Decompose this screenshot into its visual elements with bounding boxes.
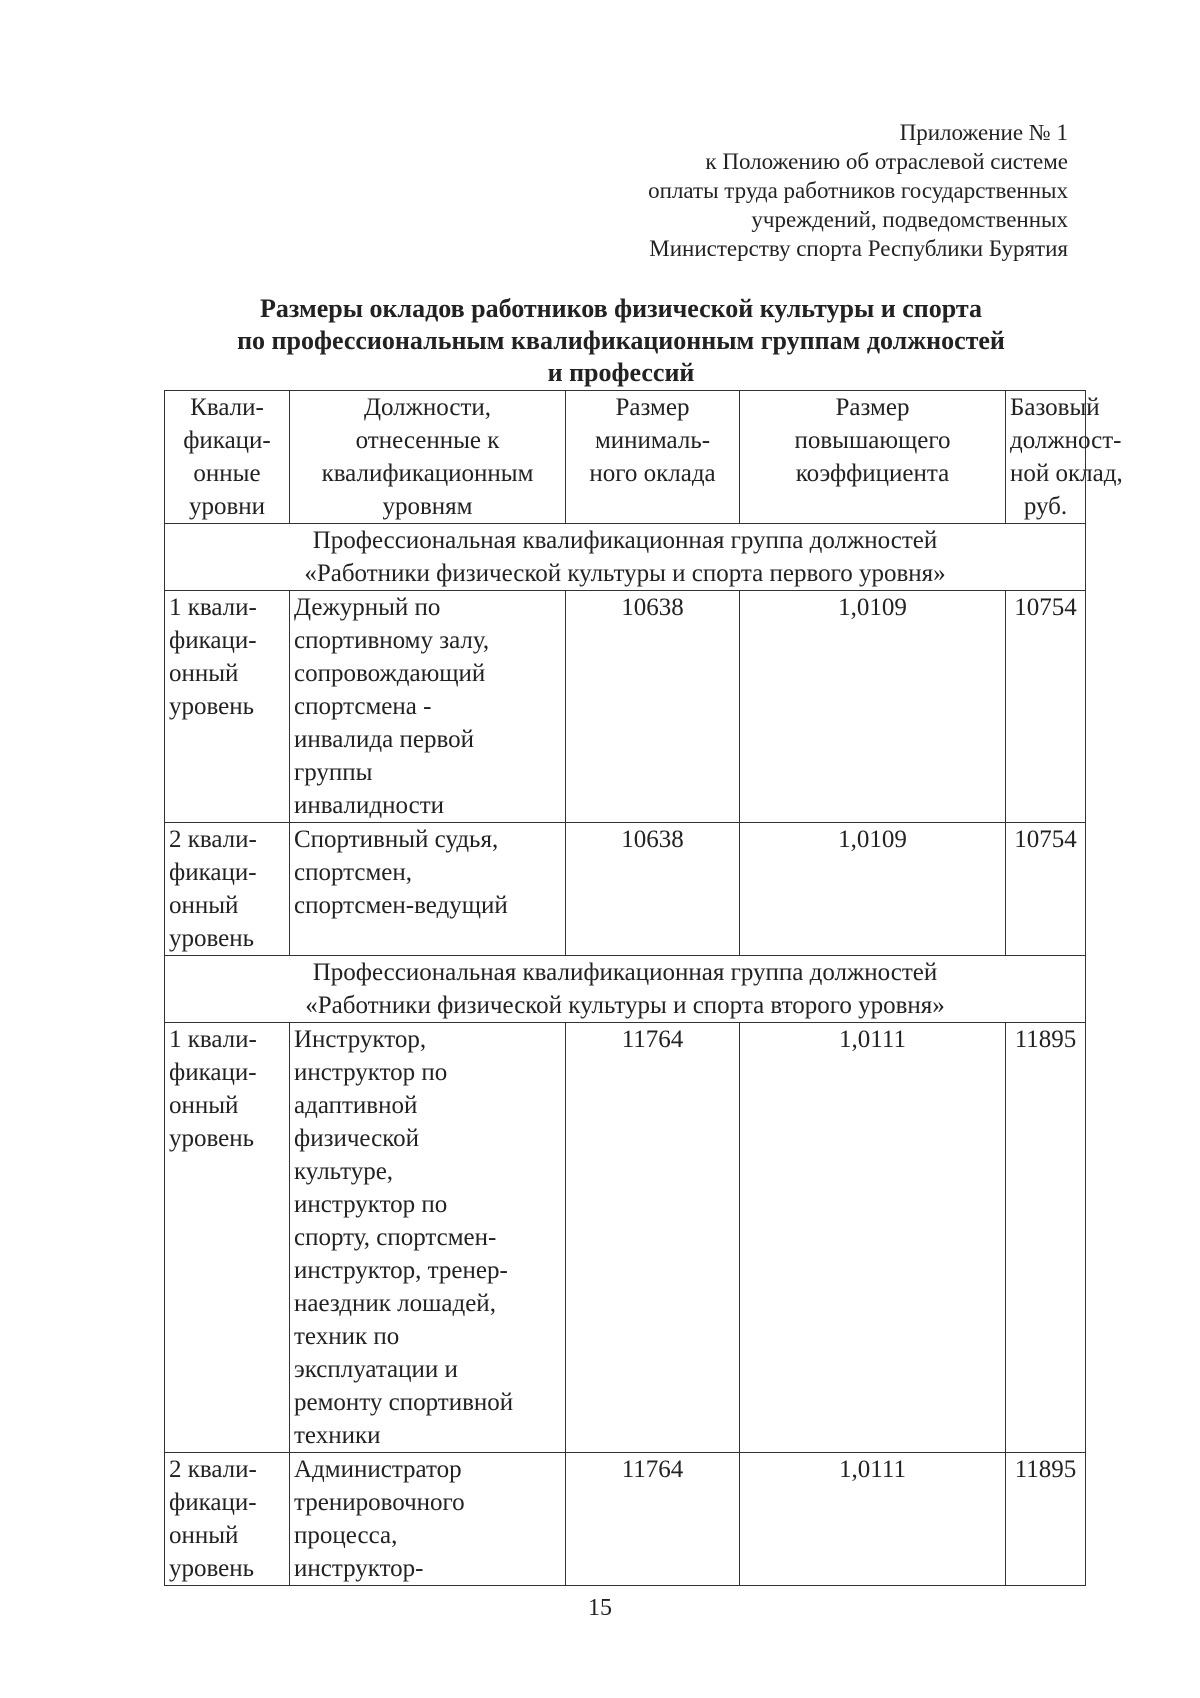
header-text: руб. <box>1023 493 1068 520</box>
level-text: 1 квали- <box>169 1026 257 1053</box>
header-text: отнесенные к <box>355 427 500 454</box>
min-salary-cell: 10638 <box>566 823 740 956</box>
level-text: фикаци- <box>169 859 257 886</box>
position-text: спорту, спортсмен- <box>294 1224 497 1251</box>
header-text: уровни <box>188 493 266 520</box>
level-cell <box>165 591 290 823</box>
level-cell <box>165 823 290 956</box>
position-text: наездник лошадей, <box>294 1290 496 1317</box>
page-number: 15 <box>588 1595 612 1621</box>
coefficient-cell: 1,0111 <box>740 1023 1006 1453</box>
position-text: адаптивной <box>294 1092 418 1119</box>
position-text: спортивному залу, <box>294 627 490 654</box>
title-line: по профессиональным квалификационным группам должностей <box>237 326 1005 355</box>
header-text: ной оклад, <box>1010 460 1123 487</box>
title-line: и профессий <box>547 358 695 387</box>
header-positions <box>290 391 566 524</box>
appendix-line: к Положению об отраслевой системе <box>705 149 1068 174</box>
min-salary-cell: 10638 <box>566 591 740 823</box>
level-text: онный <box>169 1522 239 1549</box>
position-text: инструктор по <box>294 1191 448 1218</box>
header-text: Размер <box>835 394 910 421</box>
level-text: 2 квали- <box>169 1456 257 1483</box>
header-text: квалификационным <box>321 460 534 487</box>
position-text: инструктор, тренер- <box>294 1257 508 1284</box>
header-min-salary <box>566 391 740 524</box>
level-text: онный <box>169 660 239 687</box>
document-title <box>160 293 1082 389</box>
position-text: спортсмен-ведущий <box>294 892 508 919</box>
group-title <box>165 956 1086 1023</box>
coefficient-cell: 1,0109 <box>740 591 1006 823</box>
header-text: повышающего <box>794 427 951 454</box>
level-text: 2 квали- <box>169 826 257 853</box>
positions-cell <box>290 1023 566 1453</box>
header-coefficient <box>740 391 1006 524</box>
level-text: уровень <box>169 1125 255 1152</box>
header-text: Размер <box>615 394 690 421</box>
base-salary-cell: 10754 <box>1006 823 1086 956</box>
header-base-salary <box>1006 391 1123 524</box>
level-text: уровень <box>169 693 255 720</box>
position-text: инвалида первой <box>294 726 474 753</box>
level-text: уровень <box>169 1555 255 1582</box>
level-text: онный <box>169 892 239 919</box>
appendix-line: Министерству спорта Республики Бурятия <box>649 236 1068 261</box>
header-text: должност- <box>1010 427 1122 454</box>
coefficient-cell: 1,0111 <box>740 1453 1006 1586</box>
group-title-line: «Работники физической культуры и спорта второго уровня» <box>305 992 945 1019</box>
position-text: Дежурный по <box>294 594 441 621</box>
header-text: минималь- <box>594 427 711 454</box>
appendix-line: оплаты труда работников государственных <box>648 178 1068 203</box>
level-cell <box>165 1023 290 1453</box>
header-text: Базовый <box>1010 394 1100 421</box>
table-row <box>165 1453 1086 1586</box>
header-text: ного оклада <box>589 460 716 487</box>
position-text: инвалидности <box>294 792 445 819</box>
group-title-line: Профессиональная квалификационная группа должностей <box>312 527 938 554</box>
header-text: коэффициента <box>795 460 950 487</box>
position-text: техник по <box>294 1323 400 1350</box>
positions-cell <box>290 591 566 823</box>
min-salary-cell: 11764 <box>566 1453 740 1586</box>
position-text: Инструктор, <box>294 1026 427 1053</box>
level-text: фикаци- <box>169 627 257 654</box>
header-level <box>165 391 290 524</box>
group-title-line: «Работники физической культуры и спорта первого уровня» <box>304 560 946 587</box>
table-row <box>165 1023 1086 1453</box>
appendix-block <box>648 118 1068 263</box>
min-salary-cell: 11764 <box>566 1023 740 1453</box>
header-text: фикаци- <box>183 427 271 454</box>
level-text: 1 квали- <box>169 594 257 621</box>
position-text: Спортивный судья, <box>294 826 499 853</box>
appendix-line: учреждений, подведомственных <box>751 207 1068 232</box>
position-text: инструктор- <box>294 1555 424 1582</box>
position-text: эксплуатации и <box>294 1356 458 1383</box>
positions-cell <box>290 1453 566 1586</box>
table-header-row <box>165 391 1086 524</box>
base-salary-cell: 11895 <box>1006 1023 1086 1453</box>
appendix-line: Приложение № 1 <box>899 120 1068 145</box>
position-text: процесса, <box>294 1522 398 1549</box>
group-header-row <box>165 524 1086 591</box>
table-row <box>165 591 1086 823</box>
level-text: фикаци- <box>169 1489 257 1516</box>
position-text: культуре, <box>294 1158 394 1185</box>
salary-table <box>164 390 1123 1586</box>
group-header-row <box>165 956 1086 1023</box>
header-text: уровням <box>382 493 473 520</box>
position-text: спортсмена - <box>294 693 432 720</box>
base-salary-cell: 10754 <box>1006 591 1086 823</box>
positions-cell <box>290 823 566 956</box>
title-line: Размеры окладов работников физической культуры и спорта <box>260 294 982 323</box>
base-salary-cell: 11895 <box>1006 1453 1086 1586</box>
group-title <box>165 524 1086 591</box>
level-text: фикаци- <box>169 1059 257 1086</box>
position-text: инструктор по <box>294 1059 448 1086</box>
position-text: спортсмен, <box>294 859 413 886</box>
level-cell <box>165 1453 290 1586</box>
coefficient-cell: 1,0109 <box>740 823 1006 956</box>
header-text: онные <box>193 460 261 487</box>
level-text: онный <box>169 1092 239 1119</box>
level-text: уровень <box>169 925 255 952</box>
position-text: физической <box>294 1125 419 1152</box>
table-row <box>165 823 1086 956</box>
position-text: тренировочного <box>294 1489 465 1516</box>
position-text: ремонту спортивной <box>294 1389 514 1416</box>
header-text: Квали- <box>190 394 264 421</box>
group-title-line: Профессиональная квалификационная группа должностей <box>312 959 938 986</box>
position-text: техники <box>294 1422 381 1449</box>
position-text: группы <box>294 759 373 786</box>
position-text: Администратор <box>294 1456 462 1483</box>
header-text: Должности, <box>363 394 492 421</box>
position-text: сопровождающий <box>294 660 486 687</box>
